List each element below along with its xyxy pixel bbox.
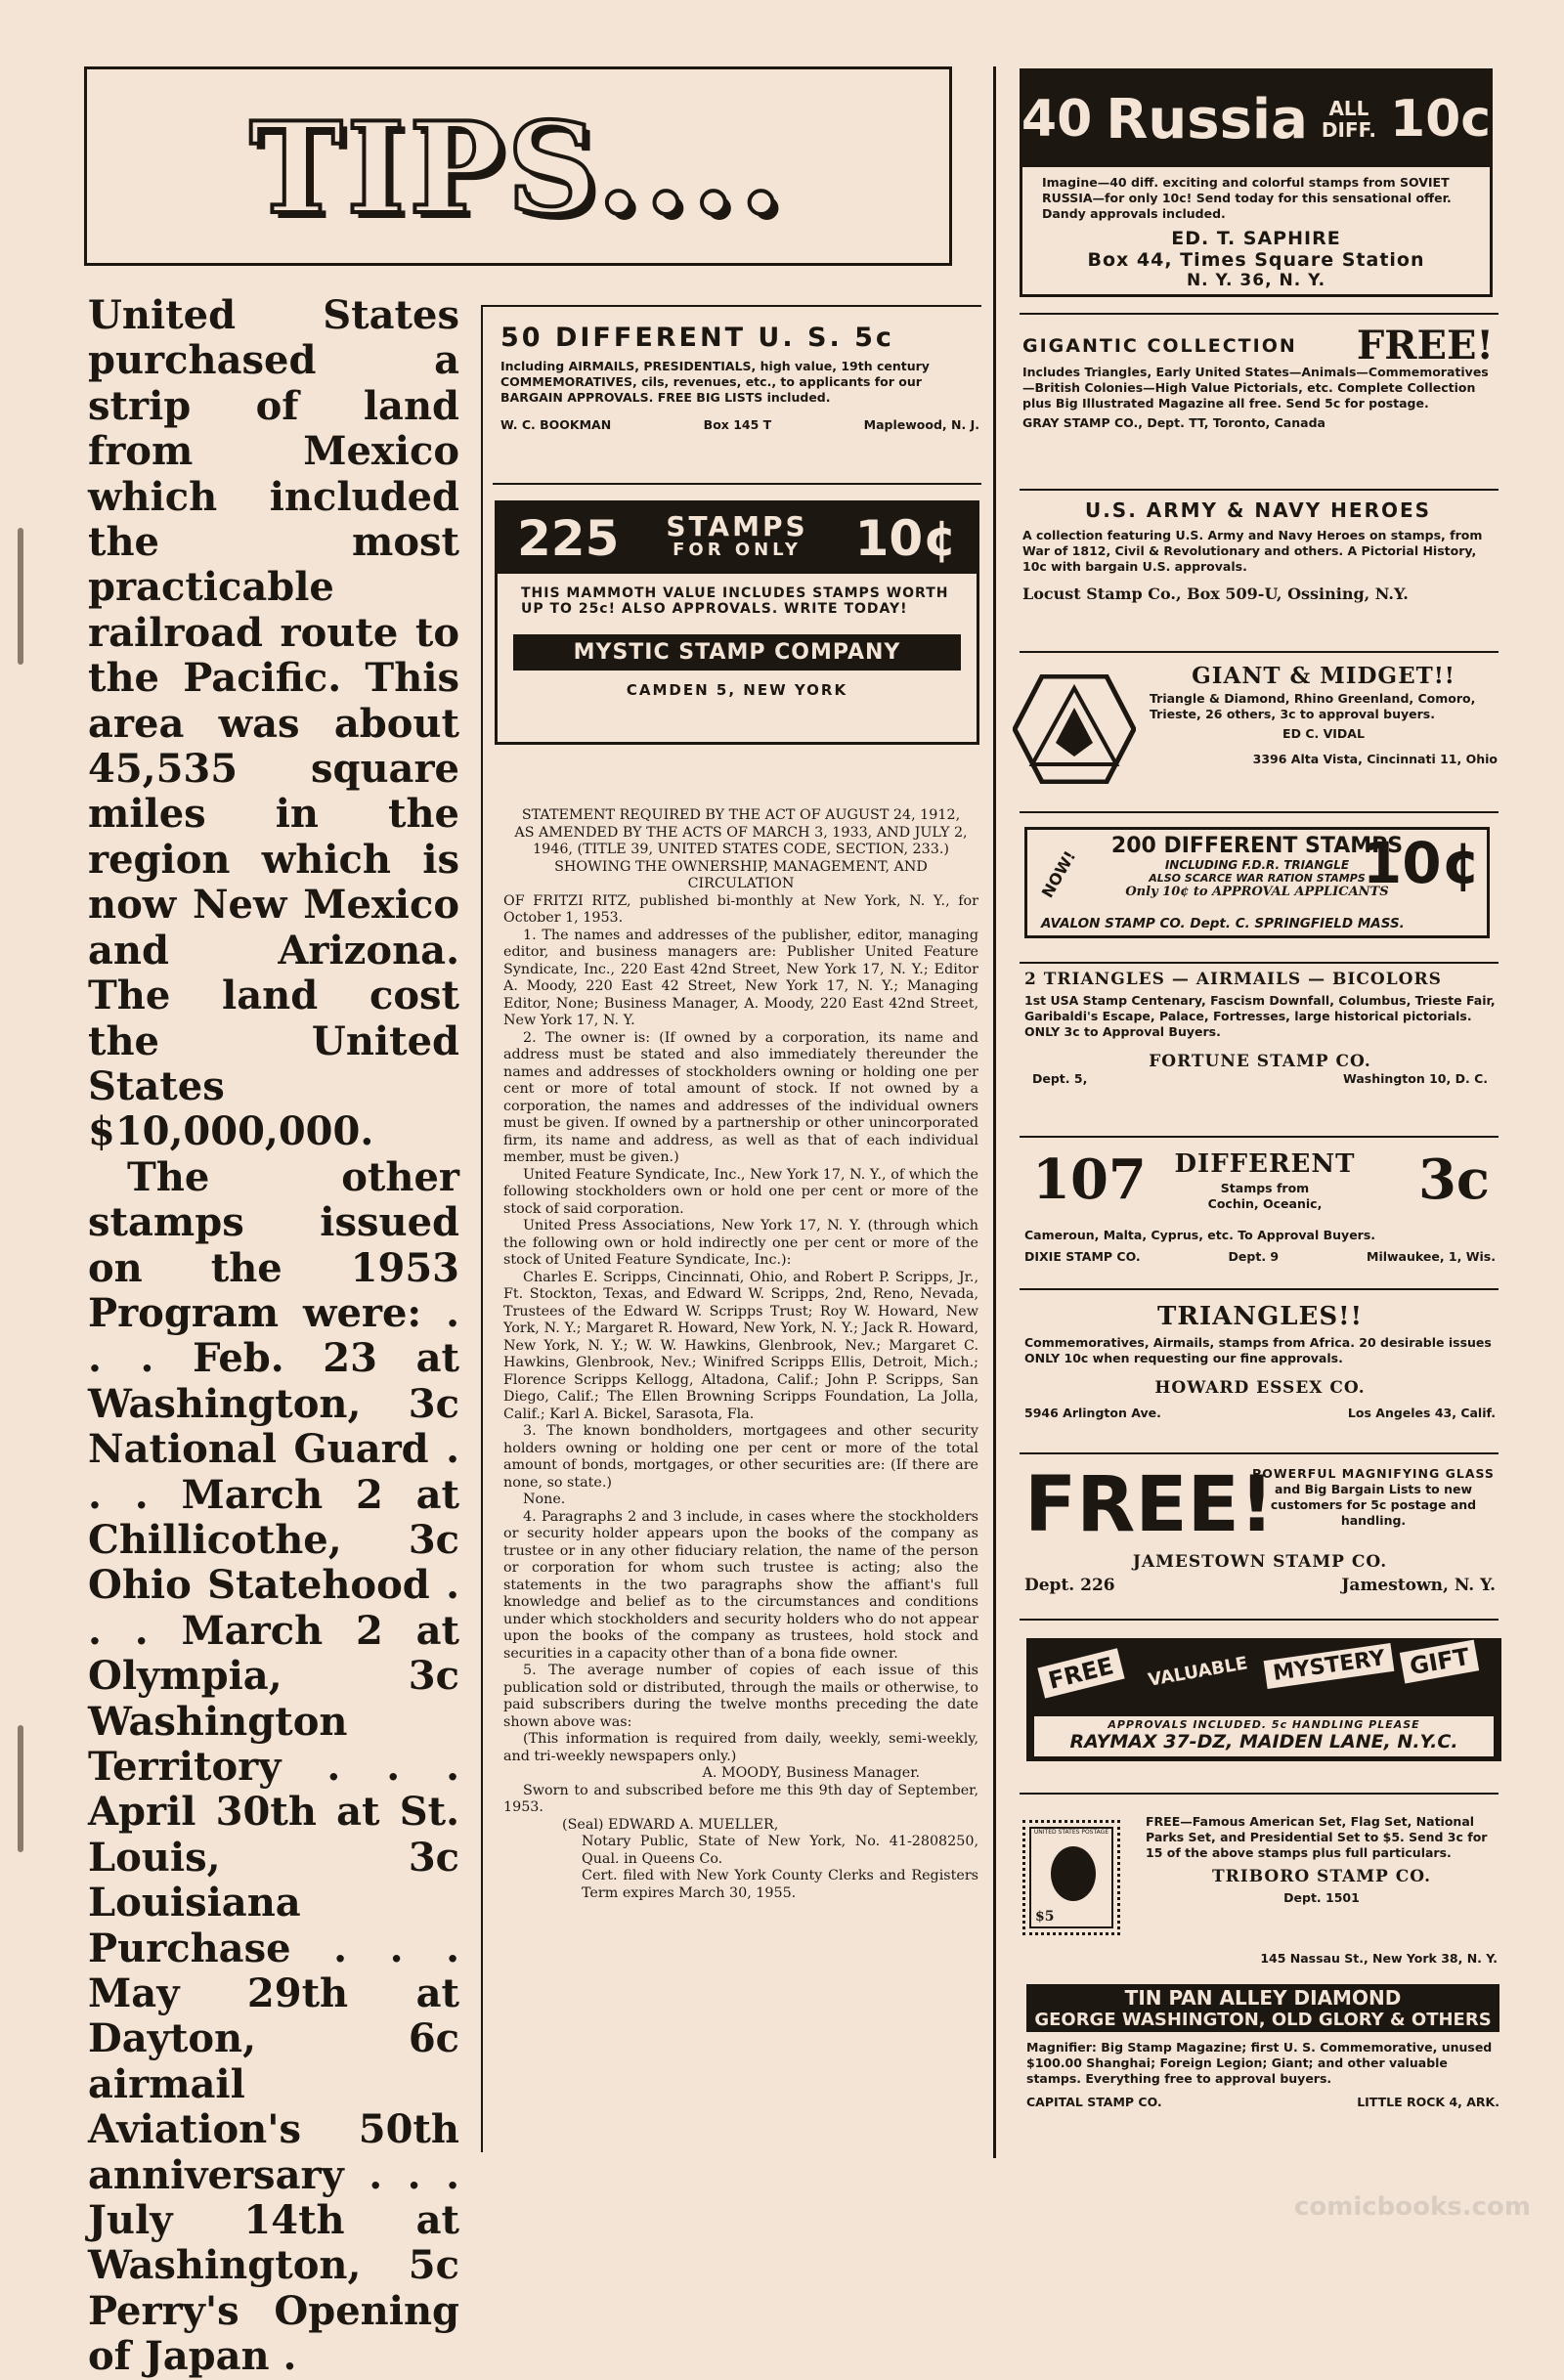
statement-p7: None. — [523, 1492, 566, 1507]
stamp-top-text: UNITED STATES POSTAGE — [1033, 1829, 1109, 1836]
binding-staple-bottom — [18, 1725, 23, 1852]
middle-left-rule — [481, 305, 483, 2152]
ad-mystic — [495, 500, 979, 745]
raymax-line: APPROVALS INCLUDED. 5c HANDLING PLEASE — [1108, 1718, 1420, 1731]
russia-body: Imagine—40 diff. exciting and colorful stamps from SOVIET RUSSIA—for only 10c! Send today for this sensational offer. Dandy approvals included. — [1042, 175, 1452, 221]
dixie-dept: Dept. 9 — [1228, 1249, 1280, 1264]
statement-sign: A. MOODY, Business Manager. — [702, 1765, 920, 1781]
ad-bookman — [500, 323, 979, 469]
fortune-dept: Dept. 5, — [1032, 1071, 1088, 1086]
bookman-body: Including AIRMAILS, PRESIDENTIALS, high value, 19th century COMMEMORATIVES, cils, revenues, etc., to applicants for our BARGAIN APPROVALS. FREE BIG LISTS included. — [500, 359, 930, 405]
statement-of: OF FRITZI RITZ, published bi-monthly at New York, N. Y., for October 1, 1953. — [503, 892, 978, 926]
ad-army-navy — [1022, 498, 1494, 645]
raymax-valuable: VALUABLE — [1146, 1653, 1249, 1691]
raymax-company: RAYMAX 37-DZ, MAIDEN LANE, N.Y.C. — [1069, 1731, 1458, 1753]
bookman-box: Box 145 T — [703, 417, 772, 432]
fortune-body: 1st USA Stamp Centenary, Fascism Downfall, Columbus, Trieste Fair, Garibaldi's Escape, Palace, Fortresses, large historical pictorials. ONLY 3c to Approval Buyers. — [1024, 993, 1496, 1039]
statement-notary: Notary Public, State of New York, No. 41-2808250, Qual. in Queens Co. — [582, 1834, 978, 1867]
russia-addr: Box 44, Times Square Station — [1087, 249, 1425, 271]
capital-line2: GEORGE WASHINGTON, OLD GLORY & OTHERS — [1034, 2010, 1492, 2030]
russia-all: ALL — [1328, 97, 1369, 120]
statement-p2: 2. The owner is: (If owned by a corporation, its name and address must be stated and also immediately thereunder the names and addresses of stockholders owning or holding one per cent or more of total amount of stock. If not owned by a corporation, the names and addresses of the individual owners must be given. If owned by a partnership or other unincorporated firm, its name and address, as well as that of each individual member, must be given.) — [503, 1029, 978, 1165]
army-company: Locust Stamp Co., Box 509-U, Ossining, N.Y. — [1022, 584, 1409, 603]
title-box — [84, 66, 952, 266]
ad-giant-midget — [1013, 663, 1498, 807]
statement-p10: (This information is required from daily, weekly, semi-weekly, and tri-weekly newspapers only.) — [503, 1731, 978, 1764]
watermark: comicbooks.com — [1293, 2192, 1531, 2222]
essex-city: Los Angeles 43, Calif. — [1347, 1406, 1496, 1420]
middle-top-rule — [481, 305, 981, 307]
ad-avalon — [1024, 827, 1490, 938]
giant-name: ED C. VIDAL — [1282, 726, 1365, 741]
bookman-name: W. C. BOOKMAN — [500, 417, 612, 432]
army-headline: U.S. ARMY & NAVY HEROES — [1084, 498, 1432, 522]
dixie-headline: DIFFERENT — [1174, 1149, 1356, 1179]
fortune-headline: 2 TRIANGLES — AIRMAILS — BICOLORS — [1024, 970, 1442, 989]
giant-addr: 3396 Alta Vista, Cincinnati 11, Ohio — [1252, 752, 1498, 766]
gigantic-body: Includes Triangles, Early United States—Animals—Commemoratives—British Colonies—High Value Pictorials, etc. Complete Collection plus Big Illustrated Magazine all free. Send 5c for postage. — [1022, 365, 1489, 411]
rule-r1 — [1020, 313, 1499, 315]
rule-r5 — [1020, 962, 1499, 964]
rule-r4 — [1020, 811, 1499, 813]
fortune-company: FORTUNE STAMP CO. — [1149, 1052, 1371, 1071]
avalon-line2: INCLUDING F.D.R. TRIANGLE — [1164, 858, 1350, 872]
ad-dixie — [1024, 1144, 1496, 1290]
dixie-price: 3c — [1417, 1147, 1490, 1212]
avalon-line3: ALSO SCARCE WAR RATION STAMPS — [1149, 872, 1366, 885]
rule-r9 — [1020, 1619, 1499, 1621]
essex-body: Commemoratives, Airmails, stamps from Africa. 20 desirable issues ONLY 10c when requesting our fine approvals. — [1024, 1335, 1492, 1365]
statement-sworn: Sworn to and subscribed before me this 9th day of September, 1953. — [503, 1782, 978, 1815]
triboro-addr: 145 Nassau St., New York 38, N. Y. — [1260, 1951, 1498, 1966]
mystic-price: 10¢ — [854, 510, 957, 567]
russia-name2: ED. T. SAPHIRE — [1171, 228, 1341, 249]
ad-fortune — [1024, 970, 1496, 1136]
mystic-stamps: STAMPS — [666, 510, 808, 542]
ad-capital — [1026, 1984, 1499, 2148]
jamestown-body1: POWERFUL MAGNIFYING GLASS — [1252, 1466, 1495, 1481]
triboro-dept: Dept. 1501 — [1283, 1890, 1360, 1905]
gigantic-free: FREE! — [1356, 323, 1494, 368]
avalon-line4: Only 10¢ to APPROVAL APPLICANTS — [1125, 885, 1389, 899]
statement-p5: Charles E. Scripps, Cincinnati, Ohio, and Robert P. Scripps, Jr., Ft. Stockton, Texas, and Edward W. Scripps, 2nd, Reno, Nevada, Trustees of the Edward W. Scripps Trust; Roy W. Howard, New York, N. Y.; Margaret R. Howard, New York, N. Y.; Jack R. Howard, New York, N. Y.; W. W. Hawkins, Glenbrook, Nev.; Margaret C. Hawkins, Glenbrook, Nev.; Winifred Scripps Ellis, Detroit, Mich.; Florence Scripps Kellogg, Altadona, Calif.; John P. Scripps, San Diego, Calif.; The Ellen Browning Scripps Foundation, La Jolla, Calif.; Karl A. Bickel, Sarasota, Fla. — [503, 1269, 978, 1422]
ad-triboro — [1022, 1814, 1498, 1980]
raymax-free: FREE — [1037, 1648, 1124, 1698]
bookman-headline: 50 DIFFERENT U. S. 5c — [500, 323, 894, 353]
fortune-city: Washington 10, D. C. — [1343, 1071, 1488, 1086]
mystic-city: CAMDEN 5, NEW YORK — [626, 681, 848, 699]
jamestown-body2: and Big Bargain Lists to new customers for 5c postage and handling. — [1270, 1482, 1477, 1528]
capital-city: LITTLE ROCK 4, ARK. — [1357, 2095, 1499, 2109]
statement-seal: (Seal) EDWARD A. MUELLER, — [562, 1816, 779, 1833]
dixie-city: Milwaukee, 1, Wis. — [1367, 1249, 1496, 1264]
article-paragraph-1: United States purchased a strip of land from Mexico which included the most practicable railroad route to the Pacific. This area was about 45,535 square miles in the region which is now New Mexico and Arizona. The land cost the United States $10,000,000. — [88, 292, 459, 1155]
ad-gigantic — [1022, 323, 1494, 479]
essex-addr: 5946 Arlington Ave. — [1024, 1406, 1161, 1420]
army-body: A collection featuring U.S. Army and Navy Heroes on stamps, from War of 1812, Civil & Revolutionary and others. A Pictorial History, 10c with bargain U.S. approvals. — [1022, 528, 1483, 574]
mystic-for-only: FOR ONLY — [673, 540, 802, 560]
statement-p9: 5. The average number of copies of each issue of this publication sold or distributed, through the mails or otherwise, to paid subscribers during the twelve months preceding the date shown above was: — [503, 1663, 978, 1730]
five-dollar-stamp-icon — [1022, 1820, 1120, 1935]
column-divider-right — [993, 66, 996, 2158]
raymax-mystery: MYSTERY — [1264, 1643, 1395, 1689]
statement-p6: 3. The known bondholders, mortgagees and other security holders owning or holding one per cent or more of the total amount of bonds, mortgages, or other securities are: (If there are none, so state.) — [503, 1423, 978, 1491]
raymax-gift: GIFT — [1400, 1640, 1480, 1684]
avalon-headline: 200 DIFFERENT STAMPS — [1110, 834, 1404, 858]
russia-name: Russia — [1106, 87, 1308, 151]
statement-cert: Cert. filed with New York County Clerks and Registers Term expires March 30, 1955. — [582, 1868, 978, 1901]
ad-jamestown — [1024, 1460, 1496, 1607]
statement-p8: 4. Paragraphs 2 and 3 include, in cases where the stockholders or security holder appears upon the books of the company as trustee or in any other fiduciary relation, the name of the person or corporation for whom such trustee is acting; also the statements in the two paragraphs show the affiant's full knowledge and belief as to the circumstances and conditions under which stockholders and security holders who do not appear upon the books of the company as trustees, hold stock and securities in a capacity other than of a bona fide owner. — [503, 1508, 978, 1662]
ad-russia — [1020, 68, 1493, 297]
giant-body: Triangle & Diamond, Rhino Greenland, Comoro, Trieste, 26 others, 3c to approval buyers. — [1150, 691, 1476, 721]
rule-r6 — [1020, 1136, 1499, 1138]
stamp-value: $5 — [1035, 1909, 1055, 1925]
rule-r2 — [1020, 489, 1499, 491]
russia-count: 40 — [1021, 90, 1093, 149]
ad-essex — [1024, 1302, 1496, 1449]
statement-p3: United Feature Syndicate, Inc., New York 17, N. Y., of which the following stockholders own or hold one per cent or more of the stock of said corporation. — [503, 1166, 978, 1217]
giant-headline: GIANT & MIDGET!! — [1192, 663, 1455, 689]
statement-p1: 1. The names and addresses of the publisher, editor, managing editor, and business managers are: Publisher United Feature Syndicate, Inc., 220 East 42nd Street, New York 17, N. Y.; Editor A. Moody, 220 East 42 Street, New York 17, N. Y.; Managing Editor, None; Business Manager, A. Moody, 220 East 42nd Street, New York 17, N. Y. — [503, 927, 978, 1028]
statement-p4: United Press Associations, New York 17, N. Y. (through which the following own or hold indirectly one per cent or more of the stock of United Feature Syndicate, Inc.): — [503, 1218, 978, 1268]
rule-r7 — [1020, 1288, 1499, 1290]
bookman-city: Maplewood, N. J. — [863, 417, 979, 432]
dixie-sub: Stamps from Cochin, Oceanic, — [1207, 1181, 1323, 1211]
capital-line1: TIN PAN ALLEY DIAMOND — [1124, 1986, 1402, 2010]
rule-r10 — [1020, 1793, 1499, 1795]
russia-city: N. Y. 36, N. Y. — [1186, 271, 1326, 290]
ownership-statement — [503, 807, 978, 1902]
capital-body: Magnifier: Big Stamp Magazine; first U. S. Commemorative, unused $100.00 Shanghai; Foreign Legion; Giant; and other valuable stamps. Everything free to approval buyers. — [1026, 2040, 1493, 2086]
rule-1 — [493, 483, 981, 485]
binding-staple-top — [18, 528, 23, 665]
mystic-count: 225 — [517, 510, 620, 567]
triangle-diamond-stamp-icon — [1013, 674, 1136, 784]
essex-headline: TRIANGLES!! — [1157, 1302, 1363, 1331]
avalon-company: AVALON STAMP CO. Dept. C. SPRINGFIELD MASS. — [1041, 916, 1405, 931]
dixie-body: Cameroun, Malta, Cyprus, etc. To Approval Buyers. — [1024, 1228, 1376, 1242]
russia-price: 10c — [1389, 90, 1492, 149]
triboro-body: FREE—Famous American Set, Flag Set, National Parks Set, and Presidential Set to $5. Send 3c for 15 of the above stamps plus full particulars. — [1146, 1814, 1488, 1860]
triboro-company: TRIBORO STAMP CO. — [1211, 1867, 1432, 1886]
ad-raymax — [1026, 1638, 1501, 1761]
russia-diff: DIFF. — [1321, 118, 1376, 142]
dixie-company: DIXIE STAMP CO. — [1024, 1249, 1141, 1264]
gigantic-company: GRAY STAMP CO., Dept. TT, Toronto, Canada — [1022, 415, 1325, 430]
jamestown-free: FREE! — [1024, 1461, 1275, 1549]
avalon-now: NOW! — [1037, 847, 1080, 901]
mystic-company: MYSTIC STAMP COMPANY — [513, 634, 961, 671]
page-title: TIPS.... — [249, 96, 787, 242]
capital-company: CAPITAL STAMP CO. — [1026, 2095, 1162, 2109]
article-paragraph-2: The other stamps issued on the 1953 Program were: . . . Feb. 23 at Washington, 3c National Guard . . . March 2 at Chillicothe, 3c Ohio Statehood . . . March 2 at Olympia, 3c Washington Territory . . . April 30th at St. Louis, 3c Louisiana Purchase . . . May 29th at Dayton, 6c airmail Aviation's 50th anniversary . . . July 14th at Washington, 5c Perry's Opening of Japan . — [88, 1153, 459, 2380]
statement-heading: STATEMENT REQUIRED BY THE ACT OF AUGUST 24, 1912, AS AMENDED BY THE ACTS OF MARCH 3, 1933, AND JULY 2, 1946, (TITLE 39, UNITED STATES CODE, SECTION, 233.) SHOWING THE OWNERSHIP, MANAGEMENT, AND CIRCULATION — [514, 807, 968, 891]
gigantic-headline: GIGANTIC COLLECTION — [1022, 334, 1297, 357]
jamestown-company: JAMESTOWN STAMP CO. — [1132, 1552, 1388, 1572]
rule-r8 — [1020, 1452, 1499, 1454]
dixie-count: 107 — [1032, 1147, 1147, 1212]
avalon-price: 10¢ — [1362, 830, 1481, 896]
rule-r3 — [1020, 651, 1499, 653]
jamestown-dept: Dept. 226 — [1024, 1576, 1115, 1595]
jamestown-city: Jamestown, N. Y. — [1341, 1576, 1496, 1595]
left-column-article — [88, 293, 459, 2380]
mystic-body: THIS MAMMOTH VALUE INCLUDES STAMPS WORTH UP TO 25c! ALSO APPROVALS. WRITE TODAY! — [521, 585, 949, 617]
essex-company: HOWARD ESSEX CO. — [1154, 1378, 1366, 1398]
